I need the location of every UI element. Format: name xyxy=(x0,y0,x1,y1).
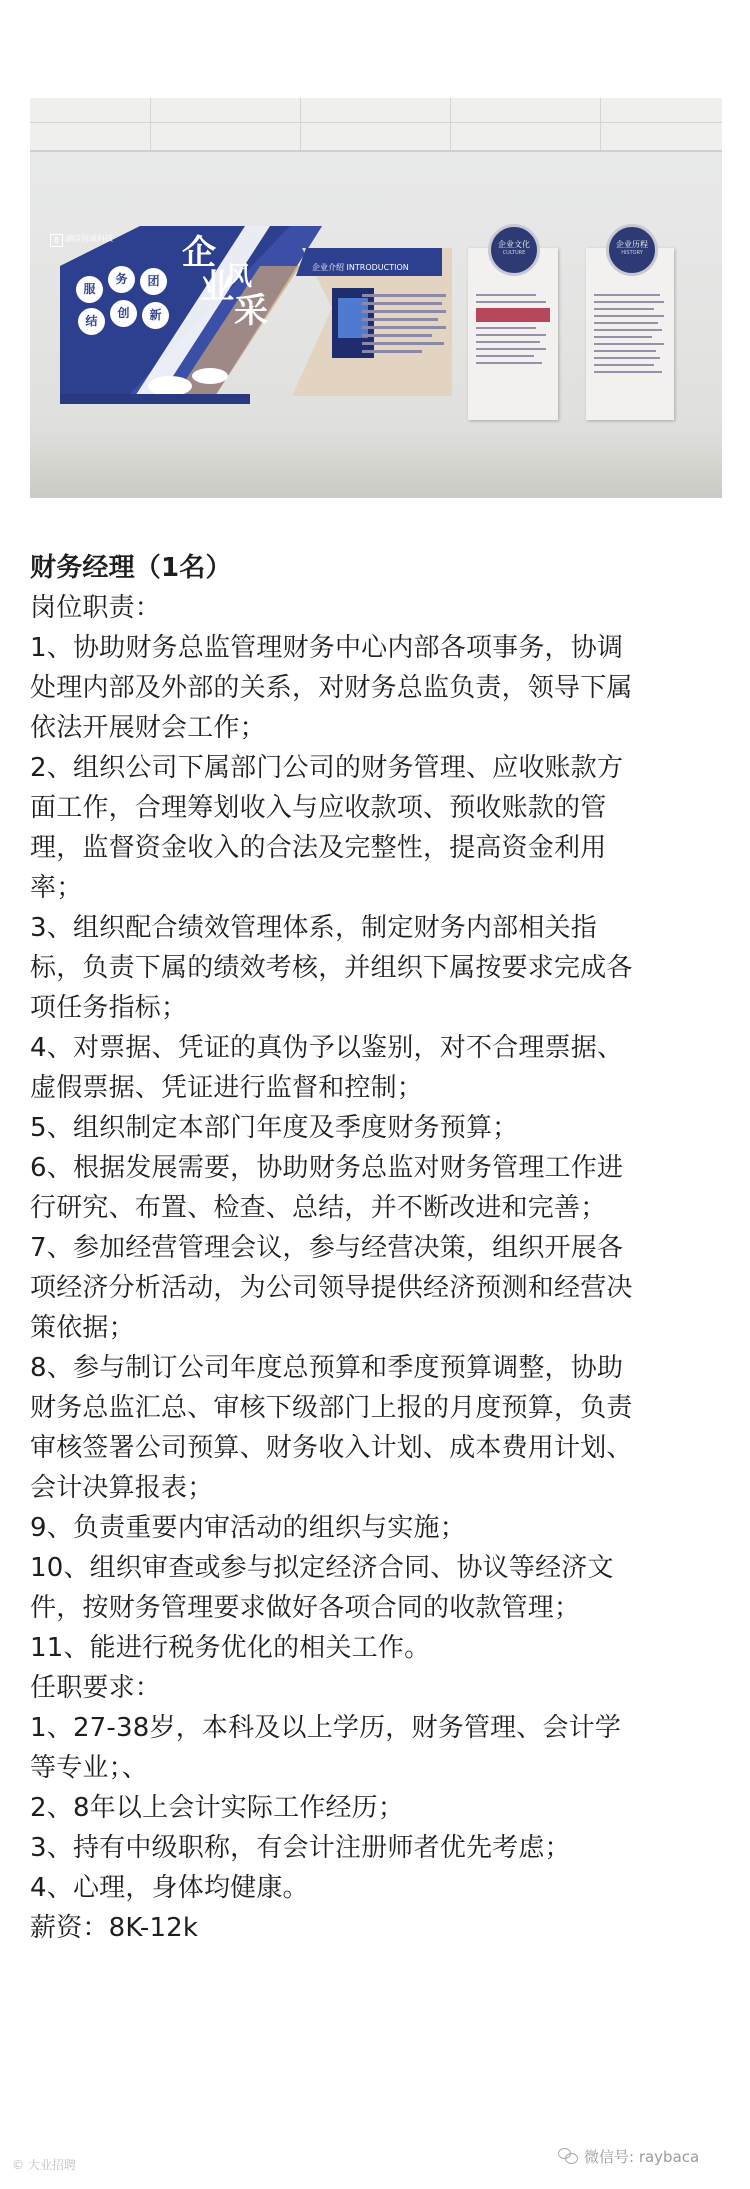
wall-circle-5: 创 xyxy=(110,300,137,327)
culture-badge: 企业文化 CULTURE xyxy=(488,224,540,276)
job-text-line: 8、参与制订公司年度总预算和季度预算调整，协助 xyxy=(30,1353,624,1383)
job-text-line: 处理内部及外部的关系，对财务总监负责，领导下属 xyxy=(30,673,633,703)
job-text-line: 财务总监汇总、审核下级部门上报的月度预算，负责 xyxy=(30,1393,633,1423)
job-text-line: 9、负责重要内审活动的组织与实施； xyxy=(30,1513,466,1543)
job-text-line: 2、8年以上会计实际工作经历； xyxy=(30,1793,405,1823)
wall-circle-4: 结 xyxy=(78,308,105,335)
wall-circle-2: 务 xyxy=(108,266,135,293)
job-text-line: 面工作，合理筹划收入与应收款项、预收账款的管 xyxy=(30,793,607,823)
culture-panel xyxy=(468,240,558,420)
job-text-line: 1、协助财务总监管理财务中心内部各项事务，协调 xyxy=(30,633,624,663)
job-text-line: 任职要求： xyxy=(30,1673,162,1703)
job-text-line: 件，按财务管理要求做好各项合同的收款管理； xyxy=(30,1593,581,1623)
job-text-line: 2、组织公司下属部门公司的财务管理、应收账款方 xyxy=(30,753,624,783)
job-text-line: 6、根据发展需要，协助财务总监对财务管理工作进 xyxy=(30,1153,624,1183)
wall-title-char-3: 风 xyxy=(226,262,253,292)
job-text-line: 项经济分析活动，为公司领导提供经济预测和经营决 xyxy=(30,1273,633,1303)
history-panel xyxy=(586,240,674,420)
wall-title-char-2: 业 xyxy=(200,267,234,307)
job-text-line: 策依据； xyxy=(30,1313,135,1343)
job-text-line: 11、能进行税务优化的相关工作。 xyxy=(30,1633,431,1663)
job-text-line: 7、参加经营管理会议，参与经营决策，组织开展各 xyxy=(30,1233,624,1263)
office-wall-photo xyxy=(30,98,722,498)
history-badge: 企业历程 HISTORY xyxy=(606,224,658,276)
job-text-line: 1、27-38岁，本科及以上学历，财务管理、会计学 xyxy=(30,1713,622,1743)
job-text-line: 率； xyxy=(30,873,83,903)
job-text-line: 会计决算报表； xyxy=(30,1473,214,1503)
job-text-line: 虚假票据、凭证进行监督和控制； xyxy=(30,1073,424,1103)
job-text-line: 4、心理，身体均健康。 xyxy=(30,1873,309,1903)
wechat-watermark xyxy=(558,2145,699,2167)
watermark-left: © 大业招聘 xyxy=(12,2158,76,2172)
wechat-id: 微信号: raybaca xyxy=(584,2147,700,2166)
wechat-icon xyxy=(558,2148,578,2164)
wall-circle-3: 团 xyxy=(140,268,167,295)
job-text-line: 10、组织审查或参与拟定经济合同、协议等经济文 xyxy=(30,1553,614,1583)
job-text-line: 3、持有中级职称，有会计注册师者优先考虑； xyxy=(30,1833,571,1863)
wall-circle-6: 新 xyxy=(142,302,169,329)
wall-title-char-1: 企 xyxy=(182,233,216,273)
intro-label: 企业介绍 INTRODUCTION xyxy=(312,263,409,272)
job-text-line: 等专业；、 xyxy=(30,1753,149,1783)
job-text-line: 标，负责下属的绩效考核，并组织下属按要求完成各 xyxy=(30,953,633,983)
wall-circle-1: 服 xyxy=(76,276,103,303)
job-text-line: 5、组织制定本部门年度及季度财务预算； xyxy=(30,1113,519,1143)
job-text-line: 薪资：8K-12k xyxy=(30,1913,199,1943)
ceiling xyxy=(30,98,722,152)
job-text-line: 审核签署公司预算、财务收入计划、成本费用计划、 xyxy=(30,1433,633,1463)
job-text-line: 理，监督资金收入的合法及完整性，提高资金利用 xyxy=(30,833,607,863)
company-logo: 8 湖信创诚科技 xyxy=(50,233,128,247)
job-title: 财务经理（1名） xyxy=(30,553,232,583)
intro-text-lines xyxy=(362,294,446,358)
job-text-line: 依法开展财会工作； xyxy=(30,713,266,743)
wall-title-char-4: 采 xyxy=(234,291,268,331)
job-text-line: 岗位职责： xyxy=(30,593,162,623)
job-text-line: 4、对票据、凭证的真伪予以鉴别，对不合理票据、 xyxy=(30,1033,624,1063)
job-text-line: 行研究、布置、检查、总结，并不断改进和完善； xyxy=(30,1193,607,1223)
job-text-line: 项任务指标； xyxy=(30,993,188,1023)
job-text-line: 3、组织配合绩效管理体系，制定财务内部相关指 xyxy=(30,913,597,943)
